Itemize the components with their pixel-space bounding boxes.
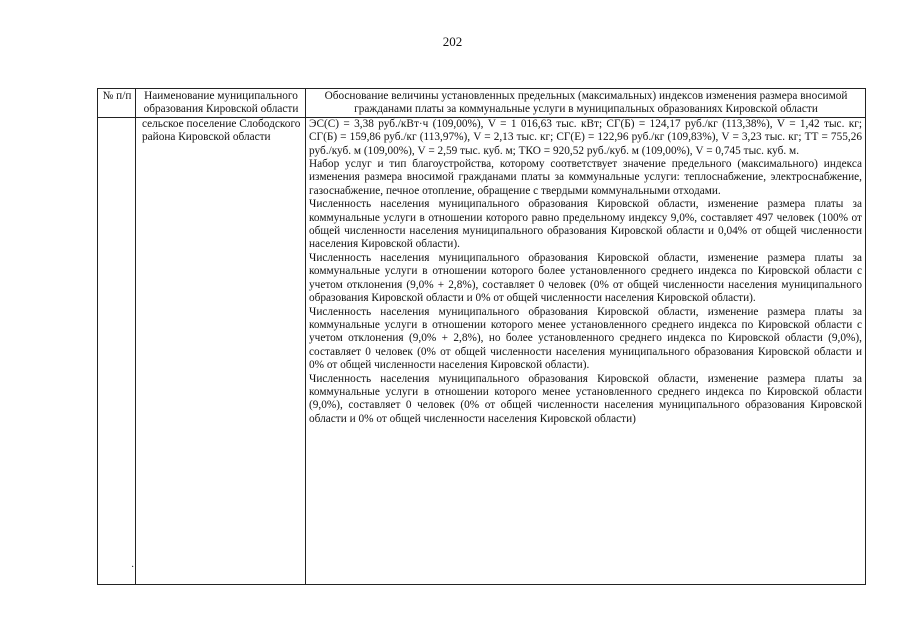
population-below-index-paragraph: Численность населения муниципального образования Кировской области, изменение размера платы за коммунальные услуги в отношении которого менее установленного среднего индекса по Кировской области (9,0%), составляет 0 человек (0% от общей численности населения муниципального образования Кировской области и 0% от общей численности населения Кировской области) [309,372,862,425]
table-header-row [98,89,866,118]
population-equal-index-paragraph: Численность населения муниципального образования Кировской области, изменение размера платы за коммунальные услуги в отношении которого равно предельному индексу 9,0%, составляет 497 человек (100% от общей численности населения муниципального образования Кировской области и 0,04% от общей численности населения Кировской области). [309,198,862,251]
header-municipality-cell: Наименование муниципального образования Кировской области [136,89,306,118]
header-number-cell: № п/п [98,89,136,118]
population-above-index-paragraph: Численность населения муниципального образования Кировской области, изменение размера платы за коммунальные услуги в отношении которого более установленного среднего индекса по Кировской области с учетом отклонения (9,0% + 2,8%), составляет 0 человек (0% от общей численности населения муниципального образования Кировской области и 0% от общей численности населения Кировской области). [309,251,862,305]
row-justification-cell [306,117,866,584]
row-number-cell [98,117,136,584]
tariff-paragraph: ЭС(С) = 3,38 руб./кВт·ч (109,00%), V = 1 016,63 тыс. кВт; СГ(Б) = 124,17 руб./кг (113,38%), V = 1,42 тыс. кг; СГ(Б) = 159,86 руб./кг (113,97%), V = 2,13 тыс. кг; СГ(Е) = 122,96 руб./кг (109,83%), V = 3,23 тыс. кг; ТТ = 755,26 руб./куб. м (109,00%), V = 2,59 тыс. куб. м; ТКО = 920,52 руб./куб. м (109,00%), V = 0,745 тыс. куб. м. [309,117,862,157]
footer-mark: · [131,562,135,573]
table-row [98,117,866,584]
services-paragraph: Набор услуг и тип благоустройства, которому соответствует значение предельного (максимального) индекса изменения размера вносимой гражданами платы за коммунальные услуги: теплоснабжение, электроснабжение, газоснабжение, печное отопление, обращение с твердыми коммунальными отходами. [309,158,862,197]
header-justification-cell: Обоснование величины установленных предельных (максимальных) индексов изменения размера вносимой гражданами платы за коммунальные услуги в муниципальных образованиях Кировской области [306,89,866,118]
population-between-index-paragraph: Численность населения муниципального образования Кировской области, изменение размера платы за коммунальные услуги в отношении которого менее установленного среднего индекса по Кировской области с учетом отклонения (9,0% + 2,8%), но более установленного среднего индекса по Кировской области (9,0%), составляет 0 человек (0% от общей численности населения муниципального образования Кировской области и 0% от общей численности населения Кировской области). [309,305,862,372]
index-justification-table [97,88,866,585]
row-municipality-cell: сельское поселение Слободского района Кировской области [136,117,306,584]
page-number: 202 [442,34,463,49]
